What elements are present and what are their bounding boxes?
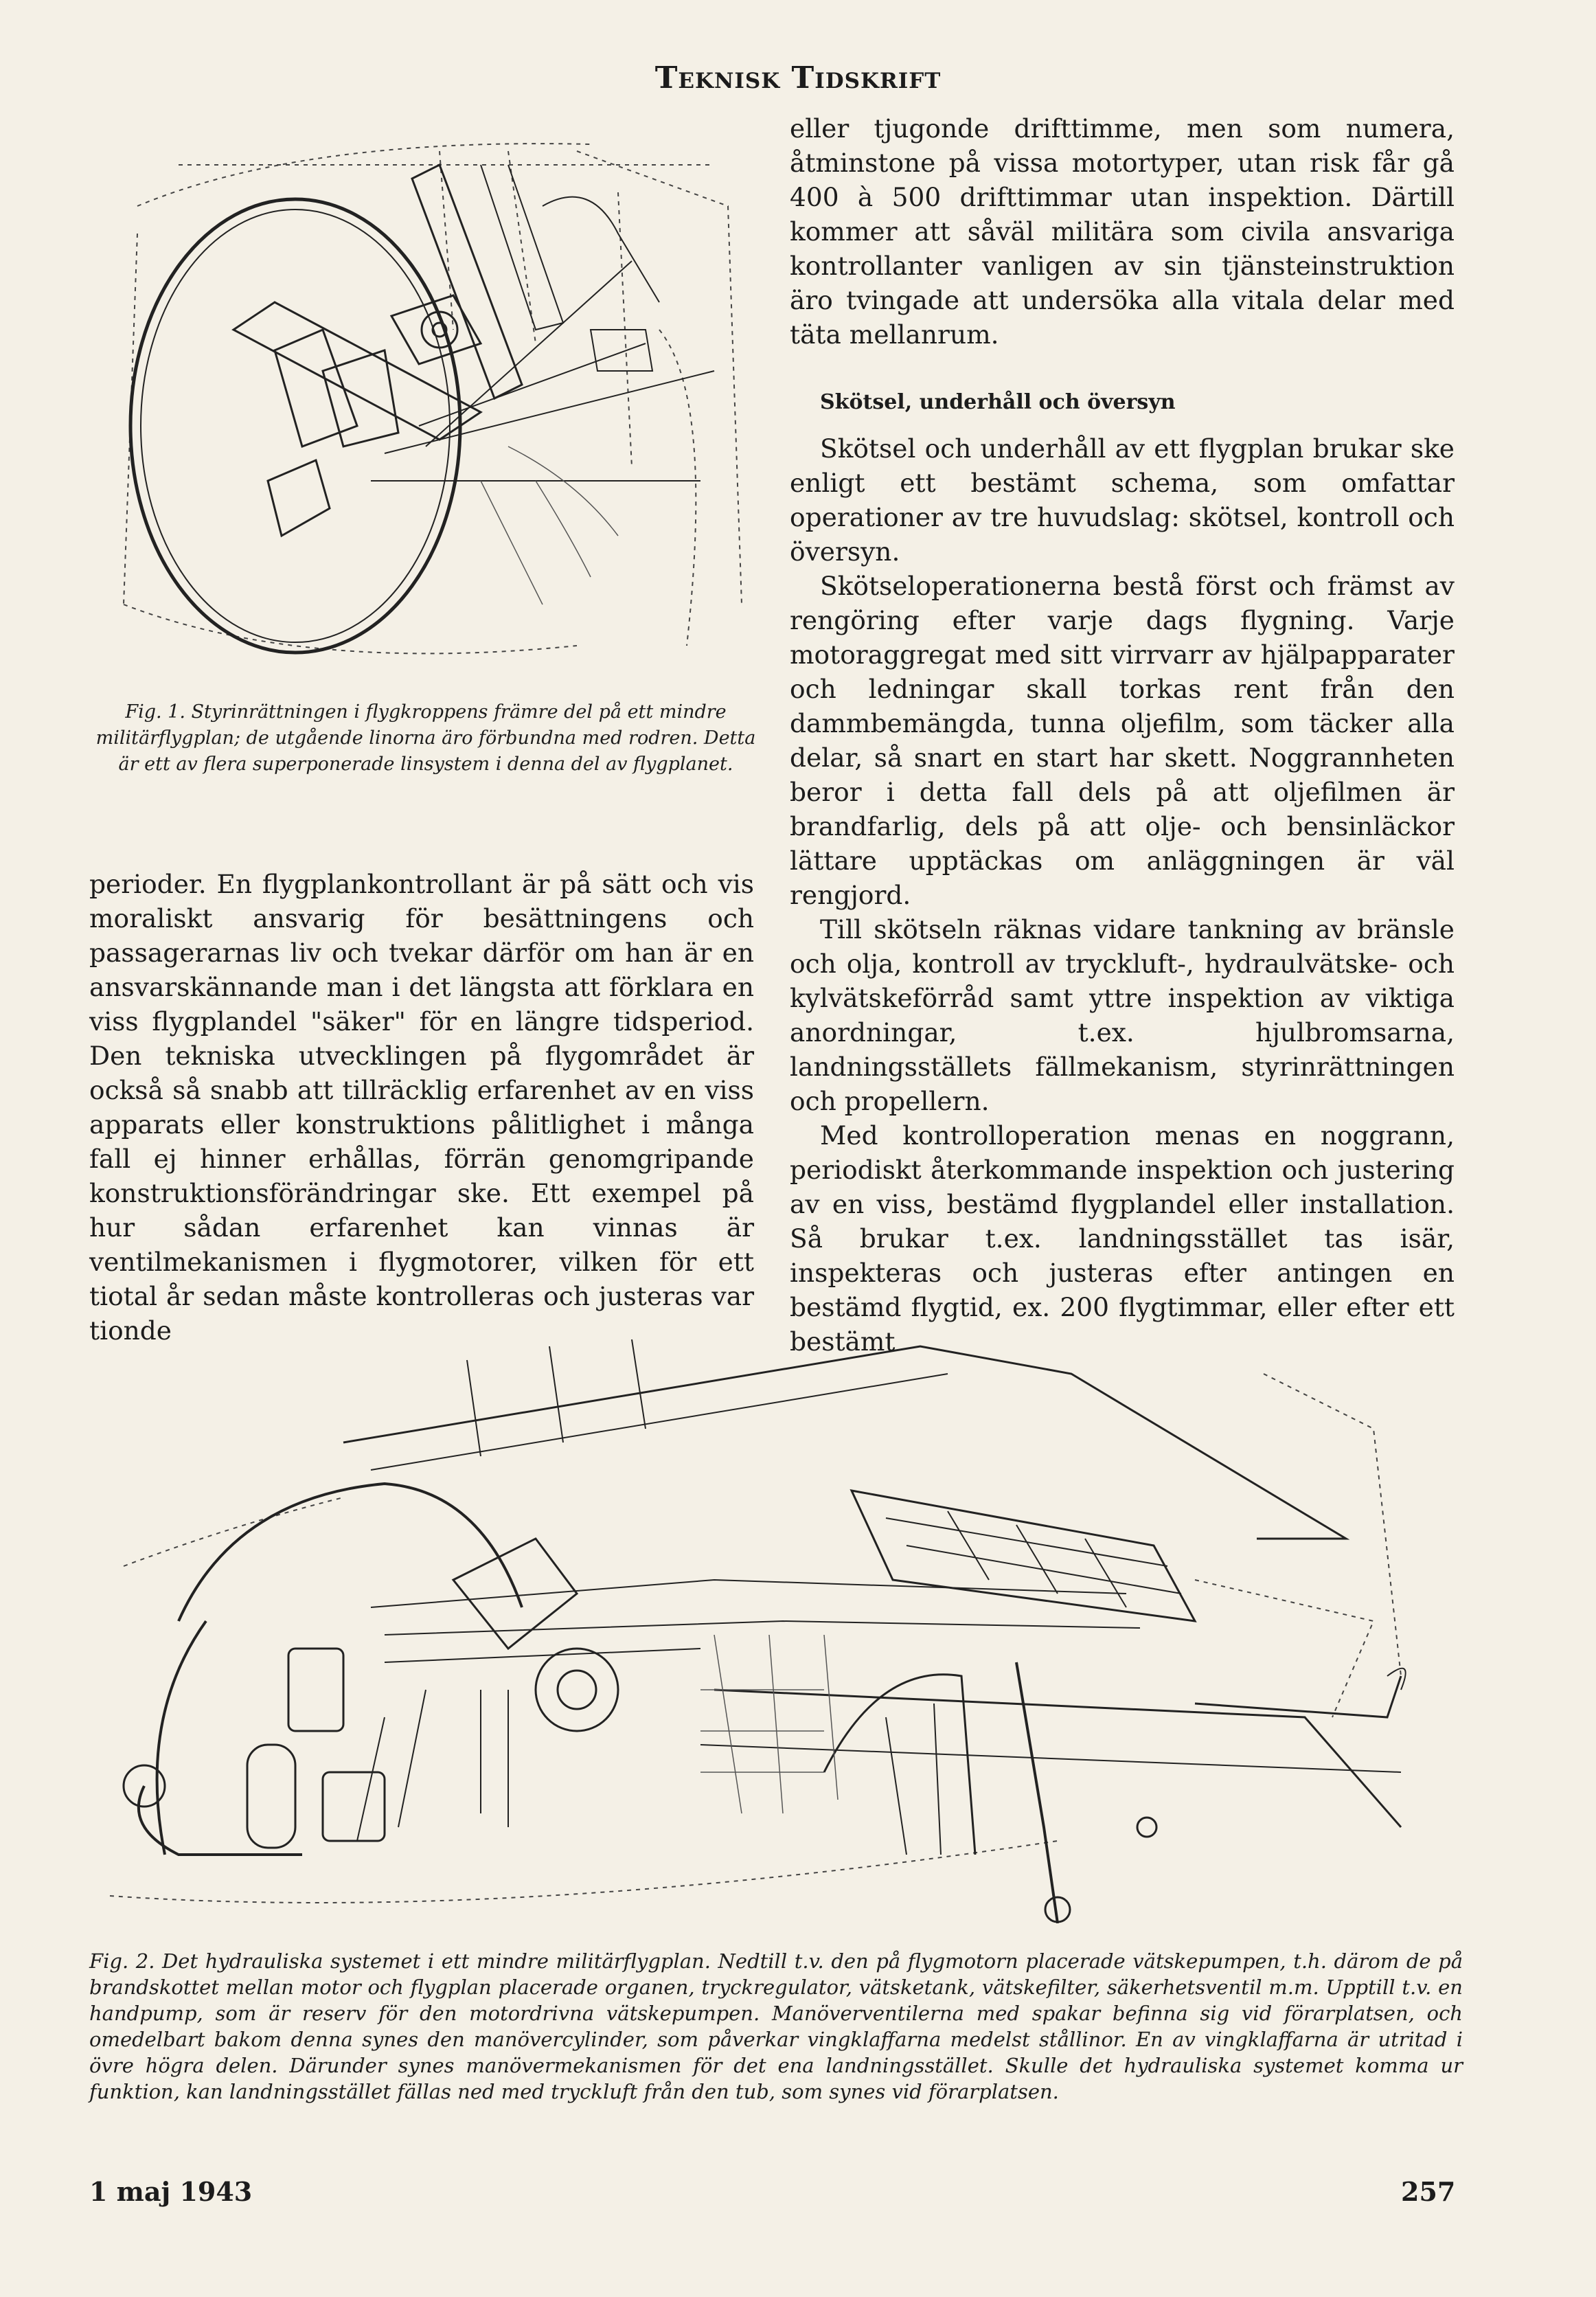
journal-header: Teknisk Tidskrift [654,60,942,95]
body-paragraph: Skötseloperationerna bestå först och främst av rengöring efter varje dags flygning. Varje motoraggregat med sitt virrvarr av hjälpapparater och ledningar skall torkas rent från den dammbemängda, tunna oljefilm, som täcker alla delar, så snart en start har skett. Noggrannheten beror i detta fall dels på att oljefilmen är brandfarlig, dels på att olje- och bensinläckor lättare upptäckas om anläggningen är väl rengjord. [790,571,1455,910]
issue-date: 1 maj 1943 [89,2176,253,2207]
figure-2-caption: Fig. 2. Det hydrauliska systemet i ett mindre militärflygplan. Nedtill t.v. den på flygmotorn placerade vätskepumpen, t.h. därom de på brandskottet mellan motor och flygplan placerade organen, tryckregulator, vätsketank, vätskefilter, säkerhetsventil m.m. Upptill t.v. en handpump, som är reserv för den motordrivna vätskepumpen. Manöverventilerna med spakar befinna sig vid förarplatsen, och omedelbart bakom denna synes den manövercylinder, som påverkar vingklaffarna medelst stållinor. En av vingklaffarna är utritad i övre högra delen. Därunder synes manövermekanismen för det ena landningsstället. Skulle det hydrauliska systemet komma ur funktion, kan landningsstället fällas ned med tryckluft från den tub, som synes vid förarplatsen. [89,1949,1463,2103]
body-paragraph: eller tjugonde drifttimme, men som numera, åtminstone på vissa motortyper, utan risk får gå 400 à 500 drifttimmar utan inspektion. Därtill kommer att såväl militära som civila ansvariga kontrollanter vanligen av sin tjänsteinstruktion äro tvingade att undersöka alla vitala delar med täta mellanrum. [790,113,1455,350]
body-paragraph: perioder. En flygplankontrollant är på sätt och vis moraliskt ansvarig för besättningens och passagerarnas liv och tvekar därför om han är en ansvarskännande man i det längsta att förklara en viss flygplandel "säker" för en längre tidsperiod. Den tekniska utvecklingen på flygområdet är också så snabb att tillräcklig erfarenhet av en viss apparats eller konstruktions pålitlighet i många fall ej hinner erhållas, förrän genomgripande konstruktionsförändringar ske. Ett exempel på hur sådan erfarenhet kan vinnas är ventilmekanismen i flygmotorer, vilken för ett tiotal år sedan måste kontrolleras och justeras var tionde [89,869,754,1346]
figure-1-illustration [96,124,755,701]
section-heading: Skötsel, underhåll och översyn [820,390,1176,414]
body-paragraph: Till skötseln räknas vidare tankning av bränsle och olja, kontroll av tryckluft-, hydraulvätske- och kylvätskeförråd samt yttre inspektion av viktiga anordningar, t.ex. hjulbromsarna, landningsställets fällmekanism, styrinrättningen och propellern. [790,914,1455,1116]
right-column-text [790,111,1455,1359]
figure-2-illustration [96,1333,1463,1923]
page-number: 257 [1401,2176,1456,2207]
figure-1-caption: Fig. 1. Styrinrättningen i flygkroppens främre del på ett mindre militärflygplan; de utgående linorna äro förbundna med rodren. Detta är ett av flera superponerade linsystem i denna del av flygplanet. [95,701,756,775]
body-paragraph: Skötsel och underhåll av ett flygplan brukar ske enligt ett bestämt schema, som omfattar operationer av tre huvudslag: skötsel, kontroll och översyn. [790,433,1455,567]
left-column-text [89,867,754,1348]
body-paragraph: Med kontrolloperation menas en noggrann, periodiskt återkommande inspektion och justering av en viss, bestämd flygplandel eller installation. Så brukar t.ex. landningsstället tas isär, inspekteras och justeras efter antingen en bestämd flygtid, ex. 200 flygtimmar, eller efter ett bestämt [790,1120,1455,1357]
